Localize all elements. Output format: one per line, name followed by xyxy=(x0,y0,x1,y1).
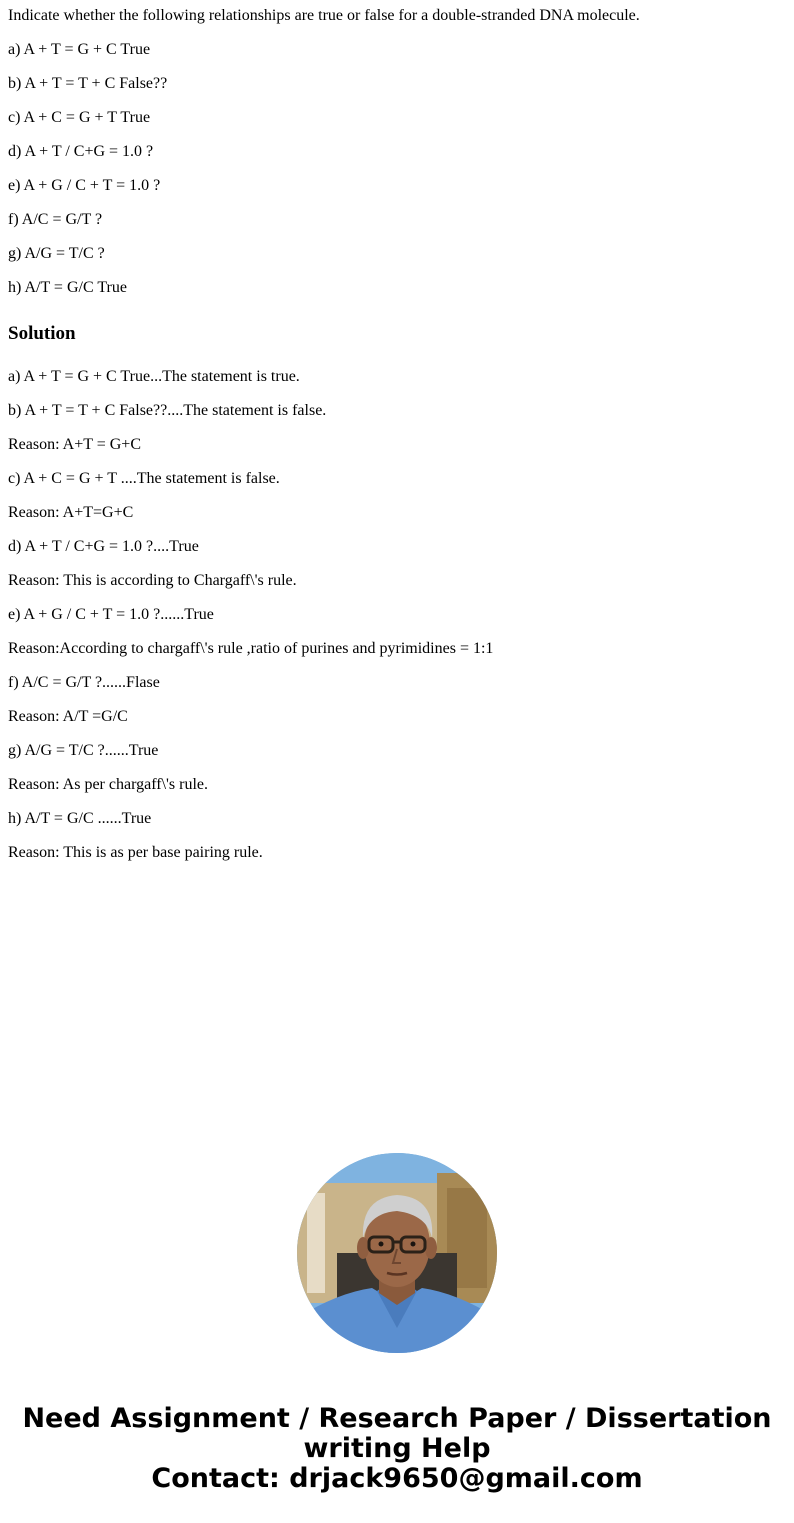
question-item-b: b) A + T = T + C False?? xyxy=(8,75,168,92)
solution-line: e) A + G / C + T = 1.0 ?......True xyxy=(8,606,214,623)
solution-line: h) A/T = G/C ......True xyxy=(8,810,152,827)
solution-line: Reason: A+T = G+C xyxy=(8,436,141,453)
solution-line: d) A + T / C+G = 1.0 ?....True xyxy=(8,538,199,555)
banner-line-1: Need Assignment / Research Paper / Dissertation xyxy=(22,1403,772,1434)
solution-line: f) A/C = G/T ?......Flase xyxy=(8,674,160,691)
contact-banner xyxy=(0,1404,794,1494)
question-intro: Indicate whether the following relationships are true or false for a double-stranded DNA molecule. xyxy=(8,7,640,24)
solution-line: c) A + C = G + T ....The statement is false. xyxy=(8,470,280,487)
solution-line: Reason: A/T =G/C xyxy=(8,708,128,725)
solution-line: b) A + T = T + C False??....The statement is false. xyxy=(8,402,327,419)
solution-line: Reason: This is according to Chargaff\'s rule. xyxy=(8,572,297,589)
solution-line: g) A/G = T/C ?......True xyxy=(8,742,159,759)
question-item-h: h) A/T = G/C True xyxy=(8,279,127,296)
banner-contact-email[interactable]: Contact: drjack9650@gmail.com xyxy=(151,1463,643,1494)
question-item-d: d) A + T / C+G = 1.0 ? xyxy=(8,143,154,160)
question-item-c: c) A + C = G + T True xyxy=(8,109,151,126)
solution-heading: Solution xyxy=(8,323,76,344)
solution-line: Reason: A+T=G+C xyxy=(8,504,134,521)
solution-line: Reason:According to chargaff\'s rule ,ratio of purines and pyrimidines = 1:1 xyxy=(8,640,494,657)
question-item-f: f) A/C = G/T ? xyxy=(8,211,103,228)
question-item-e: e) A + G / C + T = 1.0 ? xyxy=(8,177,161,194)
author-avatar xyxy=(297,1153,497,1353)
author-portrait-icon xyxy=(297,1153,497,1353)
solution-line: Reason: As per chargaff\'s rule. xyxy=(8,776,209,793)
question-item-a: a) A + T = G + C True xyxy=(8,41,151,58)
solution-line: Reason: This is as per base pairing rule. xyxy=(8,844,263,861)
solution-line: a) A + T = G + C True...The statement is true. xyxy=(8,368,300,385)
banner-line-2: writing Help xyxy=(303,1433,491,1464)
question-item-g: g) A/G = T/C ? xyxy=(8,245,105,262)
document-body xyxy=(8,0,778,871)
